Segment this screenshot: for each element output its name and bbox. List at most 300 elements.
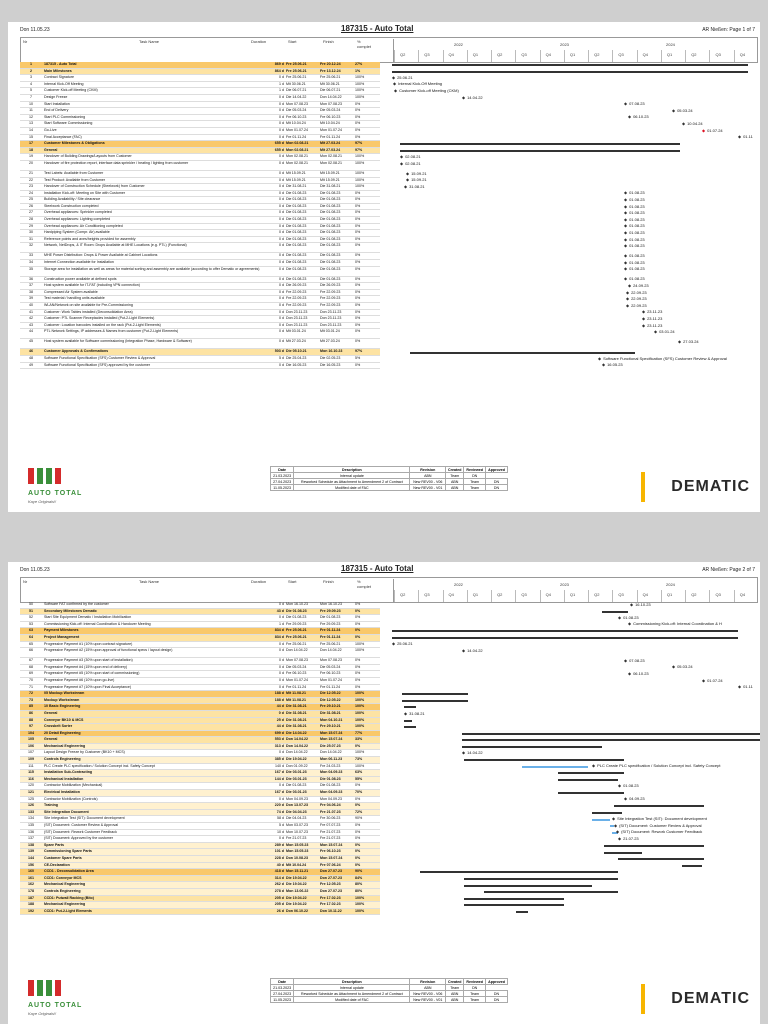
task-row[interactable] <box>20 224 380 231</box>
milestone-marker[interactable]: ◆ 01.07.24 <box>702 128 723 133</box>
task-row[interactable] <box>20 889 380 896</box>
milestone-marker[interactable]: ◆ 01.08.23 <box>624 190 645 195</box>
milestone-marker[interactable]: ◆ 01.08.23 <box>624 266 645 271</box>
task-percent: 0% <box>355 829 361 834</box>
task-duration: 834 d <box>274 628 284 633</box>
task-percent: 100% <box>355 763 365 768</box>
task-row[interactable] <box>20 704 380 711</box>
task-row[interactable] <box>20 128 380 135</box>
task-finish: Mon 15.07.24 <box>320 855 343 860</box>
milestone-marker[interactable]: ◆ 31.08.21 <box>404 184 425 189</box>
task-name: Crossbelt Sorter <box>44 724 73 729</box>
gantt-bar[interactable] <box>602 611 628 613</box>
task-finish: Mon 07.08.23 <box>320 101 342 106</box>
task-row[interactable] <box>20 296 380 303</box>
gantt-bar[interactable] <box>404 720 412 722</box>
task-start: Fre 25.06.21 <box>286 62 307 66</box>
brand-name: AUTO TOTAL <box>28 490 83 497</box>
quarter-label: Q2 <box>594 592 600 597</box>
task-row[interactable] <box>20 237 380 244</box>
milestone-marker[interactable]: ◆ 07.08.23 <box>624 658 645 663</box>
gantt-bar[interactable] <box>402 693 468 695</box>
revision-header: Approved <box>486 979 508 985</box>
milestone-marker[interactable]: ◆ 01.07.24 <box>702 678 723 683</box>
task-id: 36 <box>29 276 33 281</box>
page-header <box>8 24 760 33</box>
milestone-marker[interactable]: ◆ 14.04.22 <box>462 750 483 755</box>
task-id: 17 <box>29 141 33 146</box>
task-row[interactable] <box>20 737 380 744</box>
revision-cell: Reworked Schedule as Attachment to Amendment 2 of Contract <box>294 991 410 997</box>
task-row[interactable] <box>20 349 380 356</box>
task-row[interactable] <box>20 88 380 95</box>
task-row[interactable] <box>20 843 380 850</box>
task-start: Die 01.08.23 <box>286 783 307 788</box>
task-row[interactable] <box>20 648 380 658</box>
task-row[interactable] <box>20 290 380 297</box>
task-row[interactable] <box>20 849 380 856</box>
gantt-bar[interactable] <box>516 911 528 913</box>
revision-cell: Team <box>464 485 486 491</box>
task-row[interactable] <box>20 698 380 705</box>
task-row[interactable] <box>20 141 380 148</box>
gantt-bar[interactable] <box>392 71 748 73</box>
quarter-label: Q2 <box>497 52 503 57</box>
milestone-marker[interactable]: ◆ 01.08.23 <box>624 243 645 248</box>
task-duration: 0 d <box>279 283 284 288</box>
task-row[interactable] <box>20 635 380 642</box>
task-percent: 97% <box>355 349 363 354</box>
task-finish: Die 12.05.22 <box>320 691 341 696</box>
milestone-marker[interactable]: ◆ 01.08.23 <box>618 615 639 620</box>
task-row[interactable] <box>20 135 380 142</box>
task-row[interactable] <box>20 790 380 797</box>
milestone-marker[interactable]: ◆ 01.08.23 <box>624 260 645 265</box>
milestone-marker[interactable]: ◆ 01.08.23 <box>624 204 645 209</box>
task-table <box>20 62 380 369</box>
task-row[interactable] <box>20 757 380 764</box>
task-row[interactable] <box>20 303 380 310</box>
quarter-label: Q1 <box>569 52 576 57</box>
task-finish: Fre 25.06.21 <box>320 75 341 80</box>
task-percent: 33% <box>355 737 363 742</box>
task-duration: 0 d <box>279 197 284 202</box>
gantt-bar[interactable] <box>402 700 468 702</box>
task-id: 12 <box>29 114 33 119</box>
task-finish: Die 01.08.23 <box>320 243 341 248</box>
milestone-marker[interactable]: ◆ 23.11.23 <box>642 323 662 328</box>
gantt-bar[interactable] <box>592 819 610 821</box>
gantt-bar[interactable] <box>484 891 618 893</box>
task-start: Die 01.08.23 <box>286 608 307 613</box>
task-start: Fre 21.07.23 <box>286 836 307 841</box>
task-id: 109 <box>28 757 34 762</box>
task-row[interactable] <box>20 217 380 224</box>
milestone-marker[interactable]: ◆ 23.11.23 <box>642 316 662 321</box>
task-row[interactable] <box>20 609 380 616</box>
task-row[interactable] <box>20 731 380 738</box>
milestone-marker[interactable]: ◆ 06.10.23 <box>628 671 649 676</box>
task-finish: Fre 24.03.23 <box>320 763 341 768</box>
task-row[interactable] <box>20 121 380 128</box>
task-row[interactable] <box>20 909 380 916</box>
milestone-marker[interactable]: ◆ 01.08.23 <box>624 217 645 222</box>
milestone-marker[interactable]: ◆ 27.03.24 <box>678 339 699 344</box>
task-id: 45 <box>29 339 33 344</box>
gantt-bar[interactable] <box>618 858 704 860</box>
gantt-bar[interactable] <box>400 143 680 145</box>
task-name: CE-Declaration <box>44 862 70 867</box>
task-row[interactable] <box>20 210 380 217</box>
task-row[interactable] <box>20 882 380 889</box>
revision-cell: New REV00 - V01 <box>410 997 446 1003</box>
page-number: AR Nießen: Page 1 of 7 <box>702 27 755 33</box>
task-row[interactable] <box>20 816 380 823</box>
task-finish: Don 14.04.22 <box>320 648 342 653</box>
milestone-marker[interactable]: ◆ 03.01.24 <box>654 329 675 334</box>
milestone-marker[interactable]: ◆ 31.08.21 <box>404 711 425 716</box>
task-id: 104 <box>28 730 34 735</box>
milestone-marker[interactable]: ◆ 15.09.21 <box>406 177 427 182</box>
task-row[interactable] <box>20 204 380 211</box>
task-row[interactable] <box>20 836 380 843</box>
task-row[interactable] <box>20 283 380 290</box>
milestone-marker[interactable]: ◆ 16.10.23 <box>630 602 651 607</box>
task-duration: 1 d <box>279 88 284 93</box>
milestone-marker[interactable]: ◆ 24.09.23 <box>628 283 649 288</box>
gantt-bar[interactable] <box>558 779 618 781</box>
task-row[interactable] <box>20 316 380 323</box>
gantt-bar[interactable] <box>462 739 760 741</box>
task-row[interactable] <box>20 363 380 370</box>
task-row[interactable] <box>20 197 380 204</box>
task-duration: 188 d <box>274 697 284 702</box>
milestone-marker[interactable]: ◆ 01.08.23 <box>624 276 645 281</box>
task-percent: 0% <box>355 114 361 119</box>
auto-total-logo <box>28 980 82 1016</box>
milestone-marker[interactable]: ◆ 01.08.23 <box>624 230 645 235</box>
task-start: Mon 01.07.24 <box>286 127 308 132</box>
task-duration: 418 d <box>274 869 284 874</box>
task-row[interactable] <box>20 191 380 198</box>
milestone-marker[interactable]: ◆ 01.11 <box>738 684 753 689</box>
task-percent: 0% <box>355 322 361 327</box>
gantt-bar[interactable] <box>604 845 704 847</box>
task-row[interactable] <box>20 260 380 267</box>
task-row[interactable] <box>20 803 380 810</box>
task-row[interactable] <box>20 744 380 751</box>
task-row[interactable] <box>20 770 380 777</box>
task-row[interactable] <box>20 658 380 665</box>
milestone-marker[interactable]: ◆ 07.08.23 <box>624 101 645 106</box>
milestone-marker[interactable]: ◆ 25.06.21 <box>392 641 413 646</box>
quarter-label: Q3 <box>618 592 624 597</box>
milestone-marker[interactable]: ◆ Commissioning Kick-off: Internal Coordination & H <box>628 621 722 626</box>
task-duration: 313 d <box>274 743 284 748</box>
milestone-marker[interactable]: ◆ 02.08.21 <box>400 161 421 166</box>
task-row[interactable] <box>20 783 380 790</box>
task-finish: Fre 04.06.24 <box>320 803 341 808</box>
task-row[interactable] <box>20 823 380 830</box>
milestone-marker[interactable]: ◆ 01.08.23 <box>624 210 645 215</box>
task-finish: Mon 04.10.21 <box>320 717 343 722</box>
task-finish: Mit 30.06.21 <box>320 81 340 86</box>
gantt-bar[interactable] <box>604 852 642 854</box>
milestone-marker[interactable]: ◆ 22.09.23 <box>626 303 647 308</box>
task-row[interactable] <box>20 82 380 89</box>
milestone-marker[interactable]: ◆ 04.09.23 <box>624 796 645 801</box>
task-name: Customer Kick-off Meeting (CKM) <box>44 88 98 93</box>
task-start: Fre 22.09.23 <box>286 289 307 294</box>
task-percent: 80% <box>355 882 363 887</box>
column-header <box>20 37 758 63</box>
gantt-bar[interactable] <box>420 871 618 873</box>
milestone-marker[interactable]: ◆ 01.08.23 <box>624 197 645 202</box>
task-duration: 0 d <box>279 223 284 228</box>
revision-cell: Team <box>446 985 464 991</box>
milestone-marker[interactable]: ◆ 21.07.23 <box>618 836 639 841</box>
milestone-marker[interactable]: ◆ PLC Create PLC specification / Solution Concept incl. Safety Concept <box>592 763 720 768</box>
task-start: Mon 02.08.21 <box>286 147 309 152</box>
gantt-bar[interactable] <box>464 898 564 900</box>
task-finish: Mon 15.07.24 <box>320 730 343 735</box>
task-row[interactable] <box>20 628 380 635</box>
task-row[interactable] <box>20 685 380 692</box>
gantt-bar[interactable] <box>464 885 592 887</box>
task-name: Installation Kick-off: Meeting on Site with Customer <box>44 190 126 195</box>
quarter-label: Q1 <box>666 592 673 597</box>
task-duration: 220 d <box>274 803 284 808</box>
task-row[interactable] <box>20 810 380 817</box>
milestone-marker[interactable]: ◆ 05.03.24 <box>672 664 693 669</box>
milestone-marker[interactable]: ◆ (SIT) Document: Customer Review & Approval <box>614 823 702 828</box>
gantt-bar[interactable] <box>592 812 622 814</box>
task-percent: 0% <box>355 608 361 613</box>
quarter-label: Q4 <box>448 592 454 597</box>
task-percent: 100% <box>355 908 365 913</box>
milestone-marker[interactable]: ◆ 10.04.24 <box>682 121 703 126</box>
milestone-marker[interactable]: ◆ 01.08.23 <box>624 237 645 242</box>
gantt-bar[interactable] <box>410 352 635 354</box>
gantt-bar[interactable] <box>558 772 624 774</box>
task-duration: 0 d <box>279 210 284 215</box>
milestone-marker[interactable]: ◆ 01.08.23 <box>624 253 645 258</box>
task-row[interactable] <box>20 243 380 253</box>
revision-cell: DN <box>486 997 508 1003</box>
task-row[interactable] <box>20 777 380 784</box>
task-row[interactable] <box>20 671 380 678</box>
gantt-bar[interactable] <box>404 726 416 728</box>
quarter-label: Q3 <box>521 52 527 57</box>
task-row[interactable] <box>20 602 380 609</box>
column-start: Start <box>288 39 297 44</box>
task-finish: Mon 01.07.24 <box>320 127 342 132</box>
task-row[interactable] <box>20 69 380 76</box>
gantt-bar[interactable] <box>464 904 564 906</box>
revision-cell: ABN <box>446 991 464 997</box>
task-finish: Fre 17.02.23 <box>320 895 341 900</box>
task-row[interactable] <box>20 267 380 277</box>
task-row[interactable] <box>20 108 380 115</box>
task-row[interactable] <box>20 856 380 863</box>
task-row[interactable] <box>20 665 380 672</box>
milestone-marker[interactable]: ◆ Internal Kick-Off Meeting <box>393 81 442 86</box>
task-row[interactable] <box>20 896 380 903</box>
task-id: 41 <box>29 309 33 314</box>
gantt-bar[interactable] <box>404 706 416 708</box>
task-row[interactable] <box>20 724 380 731</box>
task-percent: 100% <box>355 717 365 722</box>
gantt-bar[interactable] <box>462 733 760 735</box>
task-row[interactable] <box>20 902 380 909</box>
milestone-marker[interactable]: ◆ 14.04.22 <box>462 95 483 100</box>
task-row[interactable] <box>20 310 380 317</box>
task-row[interactable] <box>20 830 380 837</box>
task-start: Die 01.08.23 <box>286 223 307 228</box>
quarter-label: Q4 <box>545 592 551 597</box>
task-start: Don 14.04.22 <box>286 743 308 748</box>
task-row[interactable] <box>20 718 380 725</box>
gantt-bar[interactable] <box>558 792 624 794</box>
task-id: 162 <box>28 882 34 887</box>
task-duration: 0 d <box>279 309 284 314</box>
task-id: 107 <box>28 750 34 755</box>
task-row[interactable] <box>20 184 380 191</box>
milestone-marker[interactable]: ◆ 02.08.21 <box>400 154 421 159</box>
task-duration: 0 d <box>279 296 284 301</box>
task-row[interactable] <box>20 711 380 718</box>
gantt-bar[interactable] <box>392 630 738 632</box>
task-row[interactable] <box>20 171 380 178</box>
task-percent: 0% <box>355 803 361 808</box>
task-id: 125 <box>28 796 34 801</box>
gantt-bar[interactable] <box>464 759 624 761</box>
milestone-marker[interactable]: ◆ (SIT) Document: Rework Customer Feedback <box>616 829 702 834</box>
task-name: Start PLC Commissioning <box>44 114 86 119</box>
task-duration: 0 d <box>279 339 284 344</box>
revision-header: Date <box>271 979 294 985</box>
task-row[interactable] <box>20 615 380 622</box>
task-percent: 0% <box>355 236 361 241</box>
task-row[interactable] <box>20 876 380 883</box>
task-start: Mit 11.08.21 <box>286 691 306 696</box>
task-id: 160 <box>28 869 34 874</box>
task-duration: 0 d <box>279 101 284 106</box>
task-row[interactable] <box>20 178 380 185</box>
revision-header: Revision <box>410 979 446 985</box>
task-row[interactable] <box>20 154 380 161</box>
milestone-marker[interactable]: ◆ 01.11 <box>738 134 753 139</box>
task-name: Building Availability / Site clearance <box>44 197 101 202</box>
milestone-marker[interactable]: ◆ Customer Kick-off Meeting (CKM) <box>394 88 459 93</box>
gantt-bar[interactable] <box>400 150 680 152</box>
milestone-marker[interactable]: ◆ 25.06.21 <box>392 75 413 80</box>
task-name: CCD1: Conveyor MCS <box>44 875 82 880</box>
task-name: Site Integration Document <box>44 809 89 814</box>
task-row[interactable] <box>20 339 380 349</box>
gantt-bar[interactable] <box>614 805 704 807</box>
task-id: 48 <box>29 355 33 360</box>
milestone-marker[interactable]: ◆ 14.04.22 <box>462 648 483 653</box>
task-duration: 0 d <box>279 276 284 281</box>
task-row[interactable] <box>20 277 380 284</box>
task-id: 33 <box>29 253 33 258</box>
task-name: Software FAT confirmed by the customer <box>44 602 109 606</box>
task-row[interactable] <box>20 75 380 82</box>
column-name: Task Name <box>139 579 160 584</box>
task-row[interactable] <box>20 622 380 629</box>
task-percent: 63% <box>355 770 363 775</box>
milestone-marker[interactable]: ◆ 15.09.21 <box>406 171 427 176</box>
task-name: Main Milestones <box>44 68 72 73</box>
task-id: 15 <box>29 134 33 139</box>
task-row[interactable] <box>20 253 380 260</box>
task-finish: Fre 29.09.23 <box>320 621 341 626</box>
gantt-bar[interactable] <box>462 746 602 748</box>
task-name: Training <box>44 803 58 808</box>
task-name: Customer Approvals & Confirmations <box>44 349 109 354</box>
task-duration: 0 d <box>279 329 284 334</box>
milestone-marker[interactable]: ◆ 01.08.23 <box>618 783 639 788</box>
task-row[interactable] <box>20 95 380 102</box>
task-duration: 0 d <box>279 108 284 113</box>
task-row[interactable] <box>20 329 380 339</box>
task-row[interactable] <box>20 797 380 804</box>
gantt-bar[interactable] <box>464 878 618 880</box>
milestone-marker[interactable]: ◆ Site Integration Test (SIT): Document development <box>612 816 707 821</box>
milestone-marker[interactable]: ◆ 05.03.24 <box>672 108 693 113</box>
task-duration: 0 d <box>279 170 284 175</box>
gantt-bar[interactable] <box>392 64 748 66</box>
task-row[interactable] <box>20 115 380 122</box>
task-finish: Mon 16.10.23 <box>320 349 343 354</box>
task-id: 69 <box>29 671 33 676</box>
quarter-label: Q2 <box>497 592 503 597</box>
task-row[interactable] <box>20 323 380 330</box>
task-percent: 100% <box>355 88 365 93</box>
task-row[interactable] <box>20 642 380 649</box>
task-row[interactable] <box>20 750 380 757</box>
milestone-marker[interactable]: ◆ 22.09.23 <box>626 290 647 295</box>
task-start: Die 04.04.23 <box>286 816 307 821</box>
milestone-marker[interactable]: ◆ 01.08.23 <box>624 223 645 228</box>
task-duration: 0 d <box>279 316 284 321</box>
task-name: (SIT) Document: Approved by the customer <box>44 836 114 841</box>
gantt-bar[interactable] <box>682 865 702 867</box>
milestone-marker[interactable]: ◆ 23.11.23 <box>642 309 662 314</box>
revision-cell: ABN <box>446 485 464 491</box>
task-row[interactable] <box>20 691 380 698</box>
gantt-bar[interactable] <box>522 766 588 768</box>
milestone-marker[interactable]: ◆ 22.09.23 <box>626 296 647 301</box>
column-duration: Duration <box>251 39 267 44</box>
milestone-marker[interactable]: ◆ 16.05.23 <box>602 362 623 367</box>
task-row[interactable] <box>20 230 380 237</box>
milestone-marker[interactable]: ◆ 06.10.23 <box>628 114 649 119</box>
gantt-bar[interactable] <box>392 637 738 639</box>
task-row[interactable] <box>20 148 380 155</box>
task-row[interactable] <box>20 161 380 171</box>
task-row[interactable] <box>20 356 380 363</box>
task-row[interactable] <box>20 62 380 69</box>
task-row[interactable] <box>20 678 380 685</box>
task-row[interactable] <box>20 863 380 870</box>
task-row[interactable] <box>20 764 380 771</box>
task-percent: 0% <box>355 783 361 788</box>
task-row[interactable] <box>20 869 380 876</box>
milestone-marker[interactable]: ◆ Software Functional Specification (SFS) Customer Review & Approval <box>598 356 727 361</box>
task-row[interactable] <box>20 102 380 109</box>
